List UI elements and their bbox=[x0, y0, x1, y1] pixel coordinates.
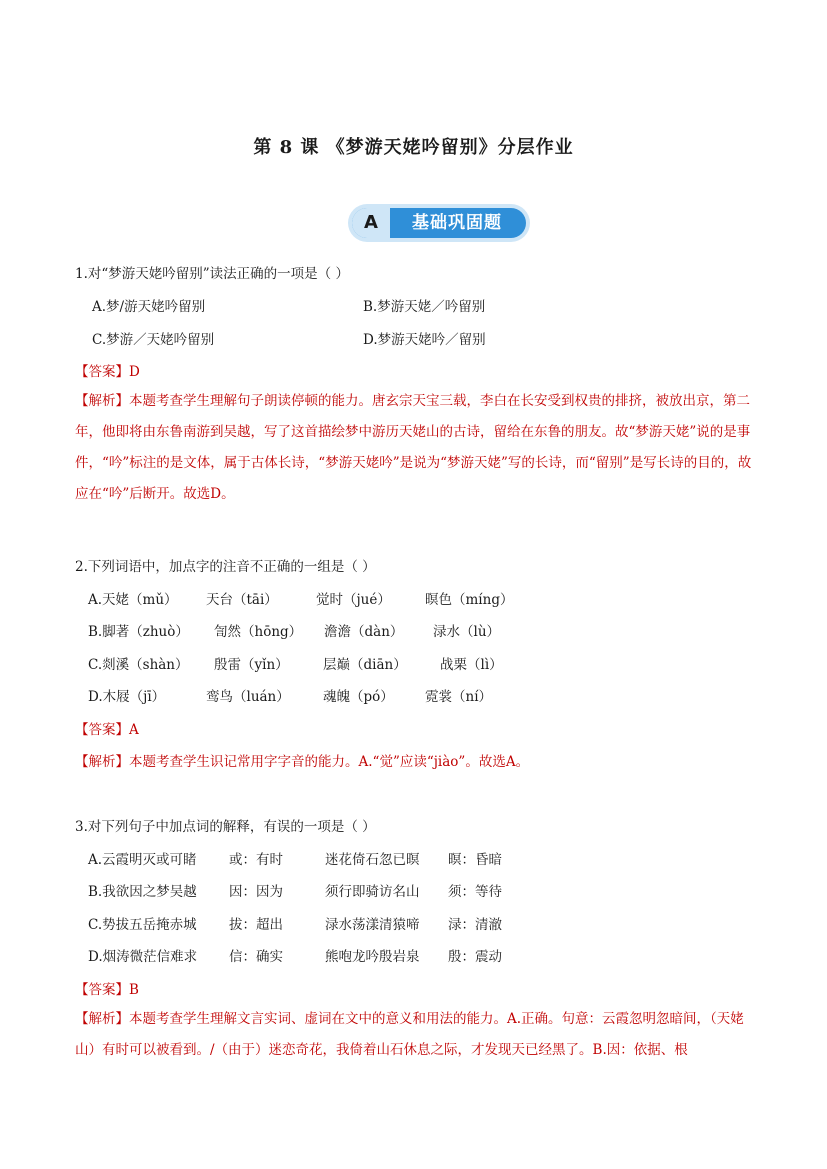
q3-d-1: D.烟涛微茫信难求 bbox=[88, 949, 198, 965]
question-2-stem: 2.下列词语中，加点字的注音不正确的一组是（ ） bbox=[75, 559, 376, 575]
q1-option-b: B.梦游天姥／吟留别 bbox=[363, 299, 486, 315]
q1-option-c: C.梦游／天姥吟留别 bbox=[92, 332, 215, 348]
q3-explanation: 【解析】本题考查学生理解文言实词、虚词在文中的意义和用法的能力。A.正确。句意：云霞忽明忽暗间，（天姥山）有时可以被看到。/（由于）迷恋奇花，我倚着山石休息之际，才发现天已经黑了。B.因：依据、根 bbox=[75, 1011, 744, 1058]
q3-a-3: 迷花倚石忽已暝 bbox=[325, 852, 420, 868]
q2-d-1: D.木屐（jī） bbox=[88, 689, 166, 705]
q3-c-3: 渌水荡漾清猿啼 bbox=[325, 917, 420, 933]
q2-d-4: 霓裳（ní） bbox=[425, 689, 493, 705]
q2-d-3: 魂魄（pó） bbox=[323, 689, 394, 705]
section-letter: A bbox=[364, 212, 378, 233]
q1-answer: 【答案】D bbox=[75, 364, 140, 380]
q3-b-1: B.我欲因之梦吴越 bbox=[88, 884, 197, 900]
q2-c-4: 战栗（lì） bbox=[440, 657, 503, 673]
q1-option-a: A.梦/游天姥吟留别 bbox=[92, 299, 206, 315]
q2-b-4: 渌水（lù） bbox=[433, 624, 501, 640]
q2-c-3: 层巅（diān） bbox=[323, 657, 407, 673]
question-1-stem: 1.对“梦游天姥吟留别”读法正确的一项是（ ） bbox=[75, 266, 349, 282]
q3-b-2: 因：因为 bbox=[229, 884, 283, 900]
q2-answer: 【答案】A bbox=[75, 722, 139, 738]
q2-a-2: 天台（tāi） bbox=[206, 592, 278, 608]
q2-explanation: 【解析】本题考查学生识记常用字字音的能力。A.“觉”应读“jiào”。故选A。 bbox=[75, 754, 530, 770]
q2-b-2: 訇然（hōng） bbox=[214, 624, 303, 640]
section-badge bbox=[348, 204, 530, 242]
q3-a-2: 或：有时 bbox=[229, 852, 283, 868]
q3-c-2: 拔：超出 bbox=[229, 917, 283, 933]
q3-a-4: 暝：昏暗 bbox=[448, 852, 502, 868]
q3-c-4: 渌：清澈 bbox=[448, 917, 502, 933]
q3-b-4: 须：等待 bbox=[448, 884, 502, 900]
q3-a-1: A.云霞明灭或可睹 bbox=[88, 852, 197, 868]
q2-b-3: 澹澹（dàn） bbox=[324, 624, 404, 640]
q3-b-3: 须行即骑访名山 bbox=[325, 884, 420, 900]
page-title: 第 8 课 《梦游天姥吟留别》分层作业 bbox=[253, 137, 574, 158]
q2-a-3: 觉时（jué） bbox=[316, 592, 391, 608]
q1-explanation: 【解析】本题考查学生理解句子朗读停顿的能力。唐玄宗天宝三载，李白在长安受到权贵的排挤，被放出京，第二年，他即将由东鲁南游到吴越，写了这首描绘梦中游历天姥山的古诗，留给在东鲁的朋友。故“梦游天姥”说的是事件，“吟”标注的是文体，属于古体长诗，“梦游天姥吟”是说为“梦游天姥”写的长诗，而“留别”是写长诗的目的，故应在“吟”后断开。故选D。 bbox=[75, 393, 752, 502]
q3-d-2: 信：确实 bbox=[229, 949, 283, 965]
q2-c-2: 殷雷（yǐn） bbox=[214, 657, 289, 673]
q3-answer: 【答案】B bbox=[75, 982, 139, 998]
q2-a-1: A.天姥（mǔ） bbox=[88, 592, 178, 608]
q2-b-1: B.脚著（zhuò） bbox=[88, 624, 189, 640]
q3-c-1: C.势拔五岳掩赤城 bbox=[88, 917, 197, 933]
question-3-stem: 3.对下列句子中加点词的解释，有误的一项是（ ） bbox=[75, 819, 376, 835]
q2-c-1: C.剡溪（shàn） bbox=[88, 657, 189, 673]
q2-d-2: 鸾鸟（luán） bbox=[206, 689, 290, 705]
section-label: 基础巩固题 bbox=[412, 213, 502, 233]
q3-d-4: 殷：震动 bbox=[448, 949, 502, 965]
q3-d-3: 熊咆龙吟殷岩泉 bbox=[325, 949, 420, 965]
q1-option-d: D.梦游天姥吟／留别 bbox=[363, 332, 486, 348]
q2-a-4: 暝色（míng） bbox=[425, 592, 514, 608]
